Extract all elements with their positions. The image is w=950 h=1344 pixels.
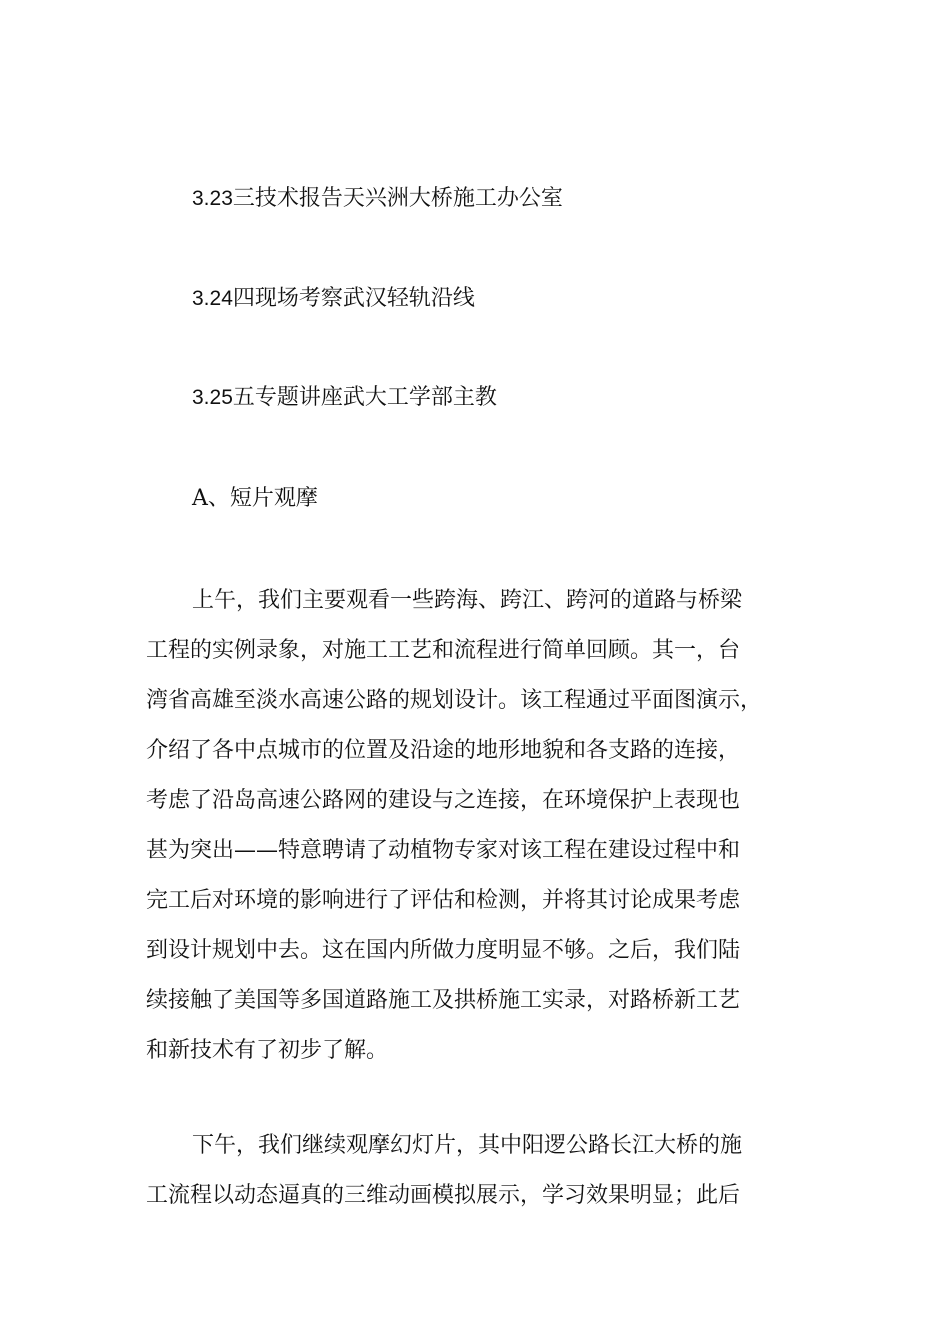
section-heading: A、短片观摩 — [192, 486, 318, 511]
paragraph-line: 完工后对环境的影响进行了评估和检测，并将其讨论成果考虑 — [146, 888, 741, 913]
paragraph-line: 和新技术有了初步了解。 — [146, 1038, 389, 1063]
schedule-text: 四现场考察武汉轻轨沿线 — [232, 286, 475, 311]
schedule-text: 五专题讲座武大工学部主教 — [232, 385, 497, 410]
paragraph-line: 工程的实例录象，对施工工艺和流程进行简单回顾。其一，台 — [146, 638, 741, 663]
paragraph-afternoon — [146, 1121, 816, 1221]
paragraph-line: 续接触了美国等多国道路施工及拱桥施工实录，对路桥新工艺 — [146, 988, 741, 1013]
paragraph-line: 湾省高雄至淡水高速公路的规划设计。该工程通过平面图演示， — [146, 688, 763, 713]
paragraph-line: 工流程以动态逼真的三维动画模拟展示，学习效果明显；此后 — [146, 1183, 741, 1208]
paragraph-line: 到设计规划中去。这在国内所做力度明显不够。之后，我们陆 — [146, 938, 741, 963]
paragraph-line: 上午，我们主要观看一些跨海、跨江、跨河的道路与桥梁 — [192, 588, 743, 613]
schedule-date: 3.25 — [192, 386, 233, 409]
schedule-item-3-23 — [192, 184, 563, 214]
paragraph-line: 介绍了各中点城市的位置及沿途的地形地貌和各支路的连接， — [146, 738, 741, 763]
paragraph-line: 下午，我们继续观摩幻灯片，其中阳逻公路长江大桥的施 — [192, 1133, 743, 1158]
paragraph-line: 考虑了沿岛高速公路网的建设与之连接，在环境保护上表现也 — [146, 788, 741, 813]
paragraph-line: 甚为突出——特意聘请了动植物专家对该工程在建设过程中和 — [146, 838, 741, 863]
schedule-date: 3.23 — [192, 187, 233, 210]
schedule-item-3-24 — [192, 284, 475, 314]
schedule-item-3-25 — [192, 383, 497, 413]
schedule-text: 三技术报告天兴洲大桥施工办公室 — [232, 186, 563, 211]
paragraph-morning — [146, 576, 816, 1076]
schedule-date: 3.24 — [192, 287, 233, 310]
